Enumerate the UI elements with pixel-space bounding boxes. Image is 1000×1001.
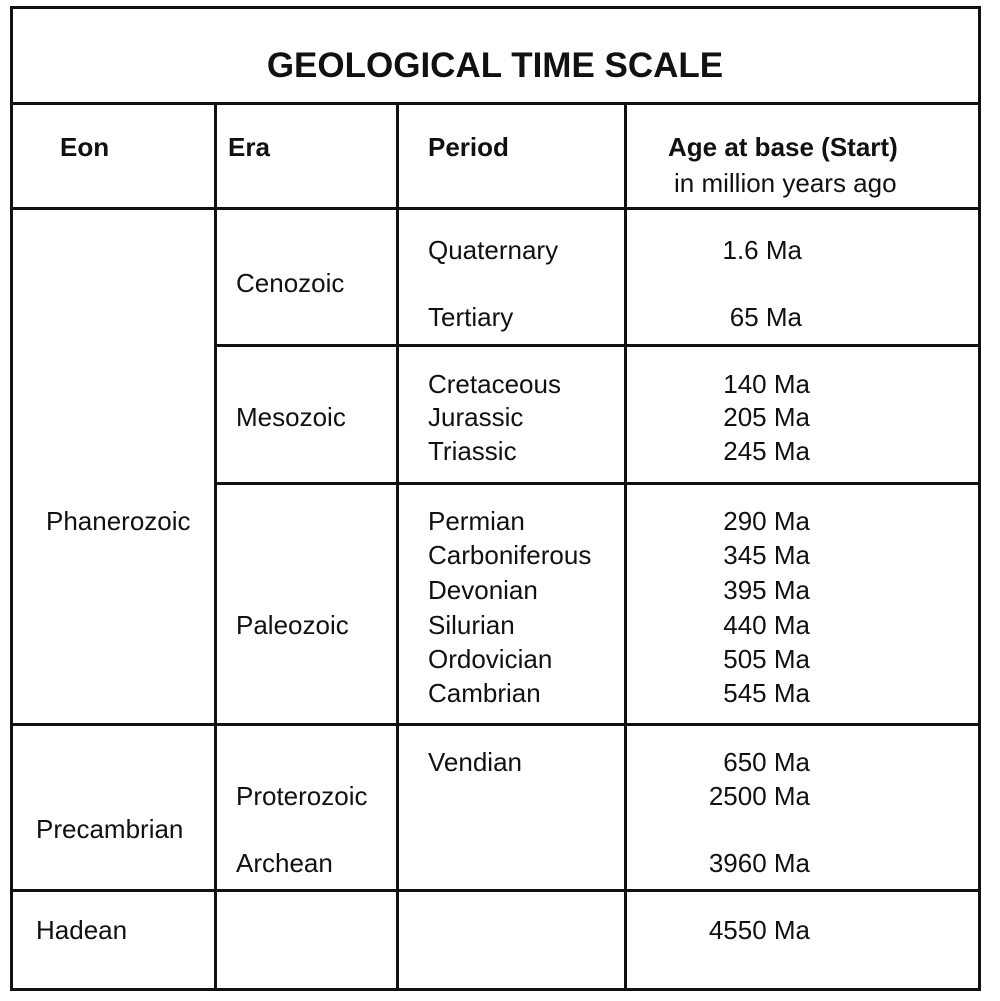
period-carboniferous: Carboniferous (428, 540, 592, 570)
age-jurassic: 205 Ma (723, 402, 810, 432)
phanerozoic-divider (10, 723, 980, 726)
period-silurian: Silurian (428, 610, 515, 640)
age-vendian: 650 Ma (723, 747, 810, 777)
age-archean: 3960 Ma (708, 848, 810, 878)
period-permian: Permian (428, 506, 525, 536)
era-mesozoic: Mesozoic (236, 402, 346, 432)
header-age: Age at base (Start) (668, 132, 898, 162)
age-tertiary: 65 Ma (729, 302, 802, 332)
age-hadean: 4550 Ma (708, 915, 810, 945)
period-quaternary: Quaternary (428, 235, 559, 265)
age-quaternary: 1.6 Ma (722, 235, 802, 265)
age-devonian: 395 Ma (723, 575, 810, 605)
eon-phanerozoic: Phanerozoic (46, 506, 191, 536)
age-carboniferous: 345 Ma (723, 540, 810, 570)
eon-precambrian: Precambrian (36, 814, 184, 844)
age-ordovician: 505 Ma (723, 644, 810, 674)
period-vendian: Vendian (428, 747, 522, 777)
table-border-left (10, 6, 13, 991)
era-paleozoic: Paleozoic (236, 610, 349, 640)
age-cretaceous: 140 Ma (723, 369, 810, 399)
period-tertiary: Tertiary (428, 302, 514, 332)
table-border-top (10, 6, 980, 9)
header-age-subtitle: in million years ago (674, 168, 897, 198)
page-title: GEOLOGICAL TIME SCALE (266, 46, 724, 85)
column-divider-period (624, 102, 627, 990)
header-eon: Eon (60, 132, 110, 162)
age-triassic: 245 Ma (723, 436, 810, 466)
period-triassic: Triassic (428, 436, 517, 466)
column-divider-era (396, 102, 399, 990)
eon-hadean: Hadean (36, 915, 128, 945)
age-proterozoic: 2500 Ma (708, 781, 810, 811)
table-border-right (978, 6, 981, 991)
period-cretaceous: Cretaceous (428, 369, 561, 399)
period-devonian: Devonian (428, 575, 538, 605)
header-era: Era (228, 132, 270, 162)
header-period: Period (428, 132, 509, 162)
precambrian-divider (10, 889, 980, 892)
header-divider (10, 207, 980, 210)
era-archean: Archean (236, 848, 333, 878)
cenozoic-divider (217, 344, 980, 347)
age-cambrian: 545 Ma (723, 678, 810, 708)
mesozoic-divider (217, 482, 980, 485)
period-cambrian: Cambrian (428, 678, 541, 708)
table-border-bottom (10, 988, 981, 991)
age-silurian: 440 Ma (723, 610, 810, 640)
column-divider-eon (214, 102, 217, 990)
era-cenozoic: Cenozoic (236, 268, 345, 298)
period-ordovician: Ordovician (428, 644, 553, 674)
age-permian: 290 Ma (723, 506, 810, 536)
period-jurassic: Jurassic (428, 402, 524, 432)
title-divider (10, 102, 980, 105)
era-proterozoic: Proterozoic (236, 781, 368, 811)
